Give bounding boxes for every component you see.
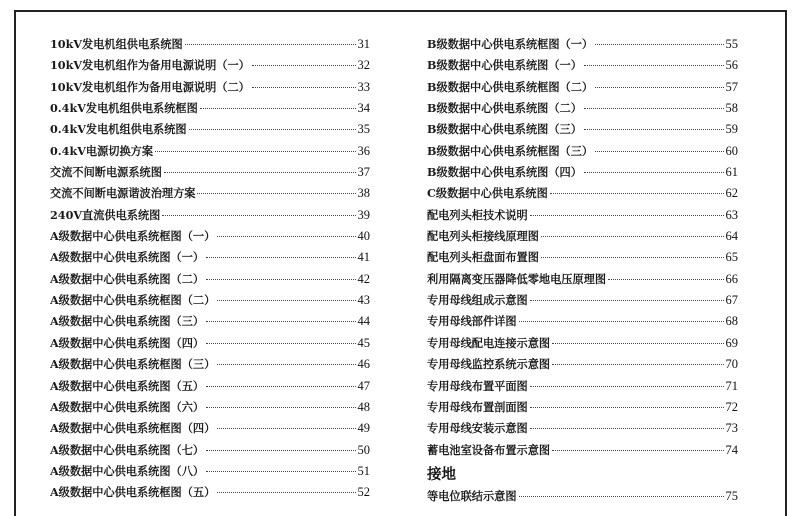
toc-entry-page: 40: [357, 229, 370, 244]
toc-entry-title: C级数据中心供电系统图: [427, 186, 548, 201]
toc-entry-title: A级数据中心供电系统框图（五）: [50, 485, 216, 500]
dot-leader: [595, 150, 723, 152]
toc-entry-title: B级数据中心供电系统框图（一）: [427, 37, 594, 51]
toc-entry: [50, 185, 370, 206]
dot-leader: [164, 171, 356, 173]
toc-entry-page: 71: [725, 378, 738, 393]
toc-entry-page: 61: [725, 165, 738, 180]
toc-entry-page: 47: [357, 378, 370, 393]
toc-entry-title: 10kV发电机组作为备用电源说明（二）: [50, 79, 250, 94]
toc-entry-title: A级数据中心供电系统框图（二）: [50, 293, 216, 308]
dot-leader: [217, 491, 355, 493]
toc-entry-title: B级数据中心供电系统图（三）: [427, 122, 582, 137]
toc-entry-page: 62: [725, 186, 738, 201]
dot-leader: [217, 235, 355, 237]
toc-entry: [50, 484, 370, 505]
toc-entry-page: 46: [357, 357, 370, 372]
dot-leader: [595, 43, 723, 45]
toc-entry-title: A级数据中心供电系统图（一）: [50, 250, 205, 265]
toc-entry: [50, 399, 370, 420]
toc-left-column: [50, 36, 370, 506]
toc-entry-page: 33: [357, 79, 370, 94]
toc-entry: [427, 356, 738, 377]
dot-leader: [541, 235, 724, 237]
toc-entry: [50, 228, 370, 249]
dot-leader: [552, 342, 723, 344]
dot-leader: [552, 449, 723, 451]
toc-entry-title: 配电列头柜盘面布置图: [427, 250, 539, 265]
toc-entry: [427, 313, 738, 334]
toc-entry-title: A级数据中心供电系统框图（四）: [50, 421, 216, 436]
toc-entry-page: 67: [725, 293, 738, 308]
dot-leader: [252, 64, 356, 66]
toc-entry-title: 0.4kV电源切换方案: [50, 143, 154, 158]
toc-entry: [50, 292, 370, 313]
toc-entry: [50, 271, 370, 292]
toc-entry: [427, 378, 738, 399]
toc-entry-page: 39: [357, 207, 370, 222]
toc-entry-title: A级数据中心供电系统框图（一）: [50, 229, 216, 244]
toc-entry: [427, 228, 738, 249]
toc-entry-page: 44: [357, 314, 370, 329]
toc-entry-title: 专用母线配电连接示意图: [427, 335, 551, 350]
toc-entry-page: 64: [725, 229, 738, 244]
toc-entry-title: B级数据中心供电系统框图（三）: [427, 143, 594, 158]
toc-entry: [50, 420, 370, 441]
toc-entry-page: 43: [357, 293, 370, 308]
toc-entry: [50, 207, 370, 228]
dot-leader: [206, 385, 355, 387]
toc-entry-page: 31: [357, 37, 370, 51]
toc-entry: [427, 292, 738, 313]
toc-entry: [50, 356, 370, 377]
toc-entry: [50, 36, 370, 57]
toc-entry: [50, 100, 370, 121]
dot-leader: [206, 342, 355, 344]
toc-entry-page: 52: [357, 485, 370, 500]
dot-leader: [584, 64, 724, 66]
toc-entry-page: 49: [357, 421, 370, 436]
toc-entry-page: 56: [725, 58, 738, 73]
dot-leader: [206, 320, 355, 322]
toc-entry-page: 75: [725, 488, 738, 503]
dot-leader: [552, 363, 723, 365]
dot-leader: [530, 214, 724, 216]
toc-entry-page: 32: [357, 58, 370, 73]
toc-entry-page: 36: [357, 143, 370, 158]
toc-entry: [50, 143, 370, 164]
dot-leader: [200, 107, 356, 109]
toc-entry-title: 专用母线布置剖面图: [427, 399, 528, 414]
toc-entry-title: 交流不间断电源谐波治理方案: [50, 186, 196, 201]
toc-entry-page: 73: [725, 421, 738, 436]
toc-entry-page: 34: [357, 101, 370, 116]
toc-entry-page: 48: [357, 399, 370, 414]
toc-entry: [50, 313, 370, 334]
toc-entry: [50, 249, 370, 270]
toc-entry: [427, 249, 738, 270]
toc-entry-page: 74: [725, 442, 738, 457]
toc-after-section-list: [427, 488, 738, 509]
dot-leader: [206, 406, 355, 408]
toc-entry-page: 45: [357, 335, 370, 350]
toc-entry: [427, 420, 738, 441]
dot-leader: [206, 256, 355, 258]
toc-entry-page: 70: [725, 357, 738, 372]
toc-right-column: [427, 36, 738, 509]
toc-entry-title: A级数据中心供电系统图（六）: [50, 399, 205, 414]
dot-leader: [162, 214, 355, 216]
dot-leader: [584, 171, 724, 173]
dot-leader: [530, 385, 724, 387]
dot-leader: [530, 427, 724, 429]
toc-entry-page: 60: [725, 143, 738, 158]
toc-entry-title: A级数据中心供电系统图（五）: [50, 378, 205, 393]
toc-entry-page: 38: [357, 186, 370, 201]
toc-entry-title: A级数据中心供电系统框图（三）: [50, 357, 216, 372]
dot-leader: [608, 278, 723, 280]
toc-entry-title: 蓄电池室设备布置示意图: [427, 442, 551, 457]
dot-leader: [217, 299, 355, 301]
toc-entry-title: A级数据中心供电系统图（二）: [50, 271, 205, 286]
toc-entry-title: B级数据中心供电系统图（四）: [427, 165, 582, 180]
toc-entry-title: 等电位联结示意图: [427, 488, 517, 503]
toc-entry: [427, 207, 738, 228]
toc-entry: [50, 442, 370, 463]
toc-entry-title: 利用隔离变压器降低零地电压原理图: [427, 271, 607, 286]
toc-entry-page: 66: [725, 271, 738, 286]
dot-leader: [197, 192, 355, 194]
toc-entry-page: 58: [725, 101, 738, 116]
toc-entry-page: 35: [357, 122, 370, 137]
toc-entry-title: 240V直流供电系统图: [50, 207, 161, 222]
toc-entry-title: B级数据中心供电系统框图（二）: [427, 79, 594, 94]
toc-entry-page: 68: [725, 314, 738, 329]
dot-leader: [217, 363, 355, 365]
dot-leader: [185, 43, 356, 45]
section-heading: 接地: [427, 466, 456, 483]
dot-leader: [584, 107, 724, 109]
toc-entry-title: 配电列头柜接线原理图: [427, 229, 539, 244]
toc-entry: [50, 164, 370, 185]
toc-entry: [427, 442, 738, 463]
toc-entry-page: 55: [725, 37, 738, 51]
dot-leader: [519, 320, 724, 322]
toc-entry-page: 63: [725, 207, 738, 222]
dot-leader: [550, 192, 724, 194]
toc-right-list: [427, 36, 738, 463]
toc-entry: [427, 57, 738, 78]
toc-entry: [427, 335, 738, 356]
toc-entry: [427, 488, 738, 509]
toc-entry: [427, 164, 738, 185]
toc-entry-title: 0.4kV发电机组供电系统图: [50, 122, 187, 137]
toc-entry-page: 50: [357, 442, 370, 457]
toc-entry-page: 42: [357, 271, 370, 286]
dot-leader: [206, 470, 355, 472]
dot-leader: [584, 128, 724, 130]
toc-entry-title: 10kV发电机组作为备用电源说明（一）: [50, 58, 250, 73]
toc-entry: [50, 121, 370, 142]
dot-leader: [189, 128, 356, 130]
toc-entry-title: 专用母线安装示意图: [427, 421, 528, 436]
toc-entry: [50, 79, 370, 100]
toc-entry-page: 69: [725, 335, 738, 350]
toc-entry-page: 41: [357, 250, 370, 265]
toc-entry-title: 专用母线组成示意图: [427, 293, 528, 308]
toc-entry-page: 59: [725, 122, 738, 137]
toc-entry: [50, 57, 370, 78]
toc-entry-page: 72: [725, 399, 738, 414]
dot-leader: [530, 299, 724, 301]
toc-entry: [427, 79, 738, 100]
toc-entry-page: 37: [357, 165, 370, 180]
toc-entry-title: 专用母线布置平面图: [427, 378, 528, 393]
toc-entry-title: B级数据中心供电系统图（一）: [427, 58, 582, 73]
toc-entry-page: 57: [725, 79, 738, 94]
dot-leader: [252, 86, 356, 88]
toc-entry: [427, 399, 738, 420]
toc-entry-page: 51: [357, 463, 370, 478]
dot-leader: [217, 427, 355, 429]
toc-entry-title: A级数据中心供电系统图（四）: [50, 335, 205, 350]
dot-leader: [206, 449, 355, 451]
toc-entry: [427, 271, 738, 292]
toc-entry-title: 专用母线监控系统示意图: [427, 357, 551, 372]
dot-leader: [519, 495, 724, 497]
toc-entry-title: B级数据中心供电系统图（二）: [427, 101, 582, 116]
dot-leader: [541, 256, 724, 258]
toc-entry-title: A级数据中心供电系统图（七）: [50, 442, 205, 457]
toc-entry: [427, 121, 738, 142]
toc-entry: [427, 100, 738, 121]
toc-entry: [50, 378, 370, 399]
toc-entry-title: 交流不间断电源系统图: [50, 165, 162, 180]
toc-entry-title: 10kV发电机组供电系统图: [50, 37, 183, 51]
toc-entry: [50, 463, 370, 484]
toc-entry-page: 65: [725, 250, 738, 265]
toc-entry-title: A级数据中心供电系统图（八）: [50, 463, 205, 478]
toc-entry-title: A级数据中心供电系统图（三）: [50, 314, 205, 329]
toc-entry: [50, 335, 370, 356]
toc-entry-title: 专用母线部件详图: [427, 314, 517, 329]
toc-entry-title: 0.4kV发电机组供电系统框图: [50, 101, 198, 116]
toc-entry: [427, 36, 738, 57]
dot-leader: [595, 86, 723, 88]
toc-entry: [427, 185, 738, 206]
toc-entry-title: 配电列头柜技术说明: [427, 207, 528, 222]
dot-leader: [206, 278, 355, 280]
dot-leader: [155, 150, 355, 152]
toc-entry: [427, 143, 738, 164]
dot-leader: [530, 406, 724, 408]
